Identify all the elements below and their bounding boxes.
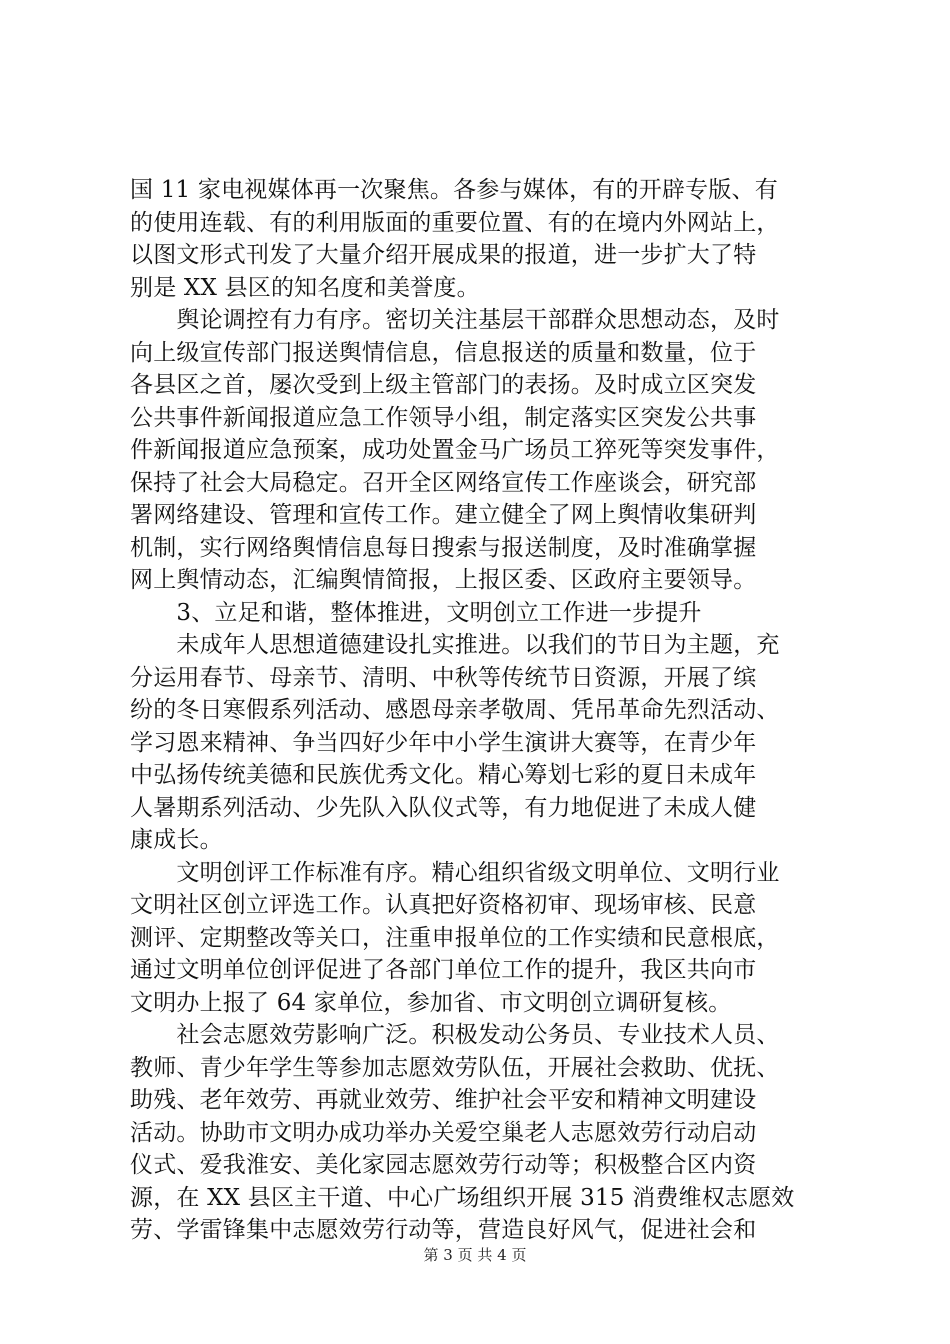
text-line: 人暑期系列活动、少先队入队仪式等，有力地促进了未成人健 bbox=[130, 794, 757, 821]
text-line: 3、立足和谐，整体推进，文明创立工作进一步提升 bbox=[130, 599, 702, 626]
text-line: 通过文明单位创评促进了各部门单位工作的提升，我区共向市 bbox=[130, 957, 757, 983]
page-footer: 第 3 页 共 4 页 bbox=[423, 1246, 527, 1264]
text-line: 文明社区创立评选工作。认真把好资格初审、现场审核、民意 bbox=[130, 892, 757, 918]
text-line: 件新闻报道应急预案，成功处置金马广场员工猝死等突发事件， bbox=[130, 437, 780, 463]
text-line: 向上级宣传部门报送舆情信息，信息报送的质量和数量，位于 bbox=[130, 339, 757, 366]
text-line: 纷的冬日寒假系列活动、感恩母亲孝敬周、凭吊革命先烈活动、 bbox=[130, 697, 780, 723]
text-line: 文明办上报了 64 家单位，参加省、市文明创立调研复核。 bbox=[130, 989, 732, 1016]
text-line: 教师、青少年学生等参加志愿效劳队伍，开展社会救助、优抚、 bbox=[130, 1054, 780, 1081]
text-line: 署网络建设、管理和宣传工作。建立健全了网上舆情收集研判 bbox=[130, 502, 757, 528]
text-line: 分运用春节、母亲节、清明、中秋等传统节日资源，开展了缤 bbox=[130, 664, 757, 691]
text-line: 国 11 家电视媒体再一次聚焦。各参与媒体，有的开辟专版、有 bbox=[130, 177, 778, 203]
text-line: 公共事件新闻报道应急工作领导小组，制定落实区突发公共事 bbox=[130, 404, 757, 431]
text-line: 舆论调控有力有序。密切关注基层干部群众思想动态，及时 bbox=[130, 307, 780, 333]
text-line: 劳、学雷锋集中志愿效劳行动等，营造良好风气，促进社会和 bbox=[130, 1217, 757, 1243]
text-line: 社会志愿效劳影响广泛。积极发动公务员、专业技术人员、 bbox=[130, 1022, 780, 1048]
text-line: 中弘扬传统美德和民族优秀文化。精心筹划七彩的夏日未成年 bbox=[130, 762, 757, 788]
text-line: 仪式、爱我淮安、美化家园志愿效劳行动等；积极整合区内资 bbox=[130, 1152, 757, 1178]
text-line: 各县区之首，屡次受到上级主管部门的表扬。及时成立区突发 bbox=[130, 372, 757, 398]
text-line: 别是 XX 县区的知名度和美誉度。 bbox=[130, 274, 480, 301]
text-line: 以图文形式刊发了大量介绍开展成果的报道，进一步扩大了特 bbox=[130, 242, 757, 268]
text-line: 未成年人思想道德建设扎实推进。以我们的节日为主题，充 bbox=[130, 632, 780, 658]
body-text bbox=[130, 174, 835, 1247]
text-line: 的使用连载、有的利用版面的重要位置、有的在境内外网站上， bbox=[130, 209, 780, 236]
text-line: 网上舆情动态，汇编舆情简报，上报区委、区政府主要领导。 bbox=[130, 567, 757, 593]
text-line: 康成长。 bbox=[130, 827, 223, 853]
text-line: 保持了社会大局稳定。召开全区网络宣传工作座谈会，研究部 bbox=[130, 469, 757, 496]
text-line: 文明创评工作标准有序。精心组织省级文明单位、文明行业 bbox=[130, 859, 780, 886]
text-line: 机制，实行网络舆情信息每日搜索与报送制度，及时准确掌握 bbox=[130, 534, 757, 561]
text-line: 活动。协助市文明办成功举办关爱空巢老人志愿效劳行动启动 bbox=[130, 1119, 757, 1146]
text-line: 助残、老年效劳、再就业效劳、维护社会平安和精神文明建设 bbox=[130, 1087, 757, 1113]
text-line: 测评、定期整改等关口，注重申报单位的工作实绩和民意根底， bbox=[130, 924, 780, 951]
text-line: 源，在 XX 县区主干道、中心广场组织开展 315 消费维权志愿效 bbox=[130, 1184, 795, 1211]
text-line: 学习恩来精神、争当四好少年中小学生演讲大赛等，在青少年 bbox=[130, 729, 757, 756]
